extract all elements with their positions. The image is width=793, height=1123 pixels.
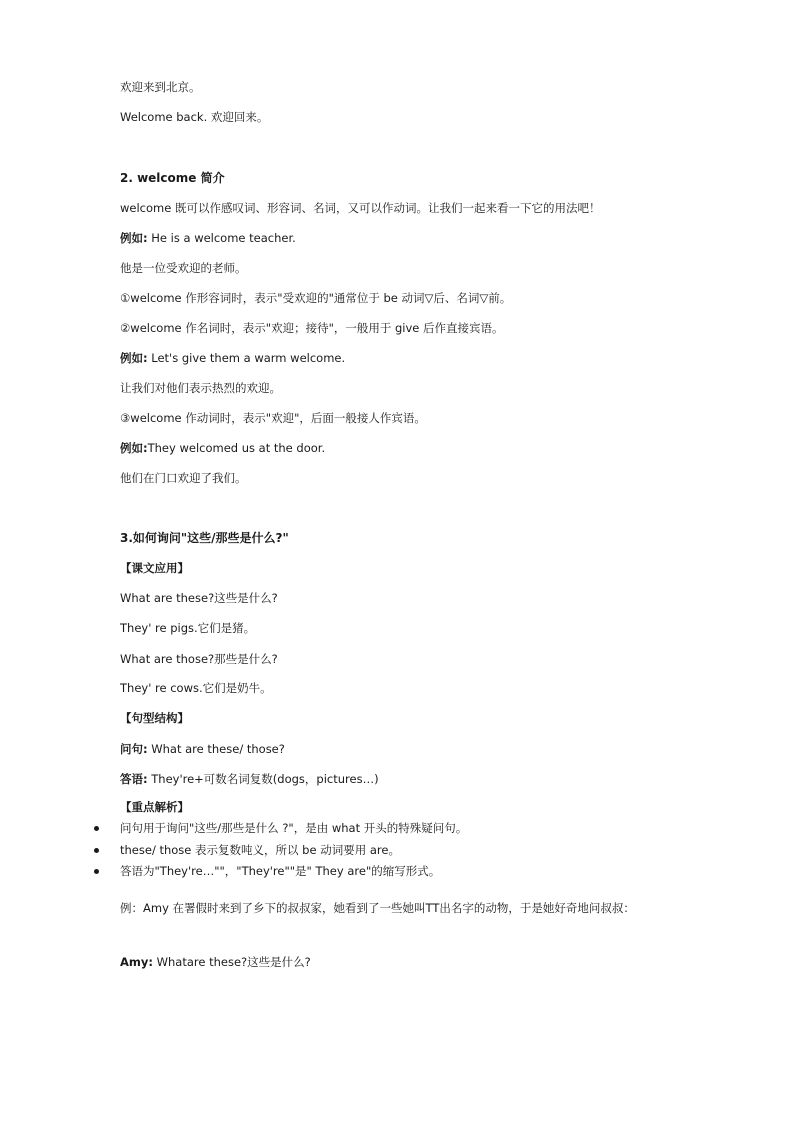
dialog-line-1: What are these?这些是什么? (120, 591, 278, 605)
answer-pattern (120, 771, 379, 787)
example1-label: 例如: (120, 231, 148, 245)
example2 (120, 350, 345, 366)
answer-text: They're+可数名词复数(dogs，pictures…) (147, 772, 379, 786)
lesson-application-label: 【课文应用】 (120, 561, 189, 575)
point3: ③welcome 作动词时，表示"欢迎"，后面一般接人作宾语。 (120, 411, 426, 425)
point1: ①welcome 作形容词时，表示"受欢迎的"通常位于 be 动词▽后、名词▽前。 (120, 291, 512, 305)
example3 (120, 440, 325, 456)
example3-text: They welcomed us at the door. (147, 441, 326, 455)
question-pattern (120, 741, 285, 757)
example1-text: He is a welcome teacher. (147, 231, 296, 245)
bullet-icon (94, 869, 99, 874)
dialog-line-4: They' re cows.它们是奶牛。 (120, 681, 272, 695)
example3-translation: 他们在门口欢迎了我们。 (120, 471, 247, 485)
question-label: 问句: (120, 742, 148, 756)
dialog-line-3: What are those?那些是什么? (120, 652, 278, 666)
key-analysis-label: 【重点解析】 (120, 800, 189, 814)
intro-line-2: Welcome back. 欢迎回来。 (120, 110, 269, 124)
sentence-structure-label: 【句型结构】 (120, 711, 189, 725)
bullet-item-3: 答语为"They're…""，"They're""是" They are"的缩写形式。 (120, 864, 441, 878)
section2-intro: welcome 既可以作感叹词、形容词、名词，又可以作动词。让我们一起来看一下它的用法吧！ (120, 201, 601, 215)
example1 (120, 230, 296, 246)
example2-translation: 让我们对他们表示热烈的欢迎。 (120, 381, 281, 395)
bullet-item-1: 问句用于询问"这些/那些是什么 ?"，是由 what 开头的特殊疑问句。 (120, 821, 468, 835)
example2-text: Let's give them a warm welcome. (147, 351, 346, 365)
example1-translation: 他是一位受欢迎的老师。 (120, 261, 247, 275)
question-text: What are these/ those? (147, 742, 285, 756)
dialog-line-2: They' re pigs.它们是猪。 (120, 621, 256, 635)
bullet-icon (94, 848, 99, 853)
amy-dialog-line (120, 954, 311, 970)
section2-heading: 2. welcome 简介 (120, 171, 225, 185)
answer-label: 答语: (120, 772, 148, 786)
point2: ②welcome 作名词时，表示"欢迎；接待"，一般用于 give 后作直接宾语。 (120, 321, 504, 335)
section3-heading: 3.如何询问"这些/那些是什么?" (120, 531, 289, 545)
intro-line-1: 欢迎来到北京。 (120, 80, 201, 94)
amy-text: Whatare these?这些是什么? (152, 955, 311, 969)
example3-label: 例如: (120, 441, 148, 455)
bullet-item-2: these/ those 表示复数吨义，所以 be 动词要用 are。 (120, 843, 400, 857)
amy-label: Amy: (120, 955, 153, 969)
example2-label: 例如: (120, 351, 148, 365)
bullet-icon (94, 826, 99, 831)
example-intro: 例：Amy 在署假时来到了乡下的叔叔家，她看到了一些她叫TT出名字的动物，于是她好奇地问叔叔： (120, 901, 635, 915)
